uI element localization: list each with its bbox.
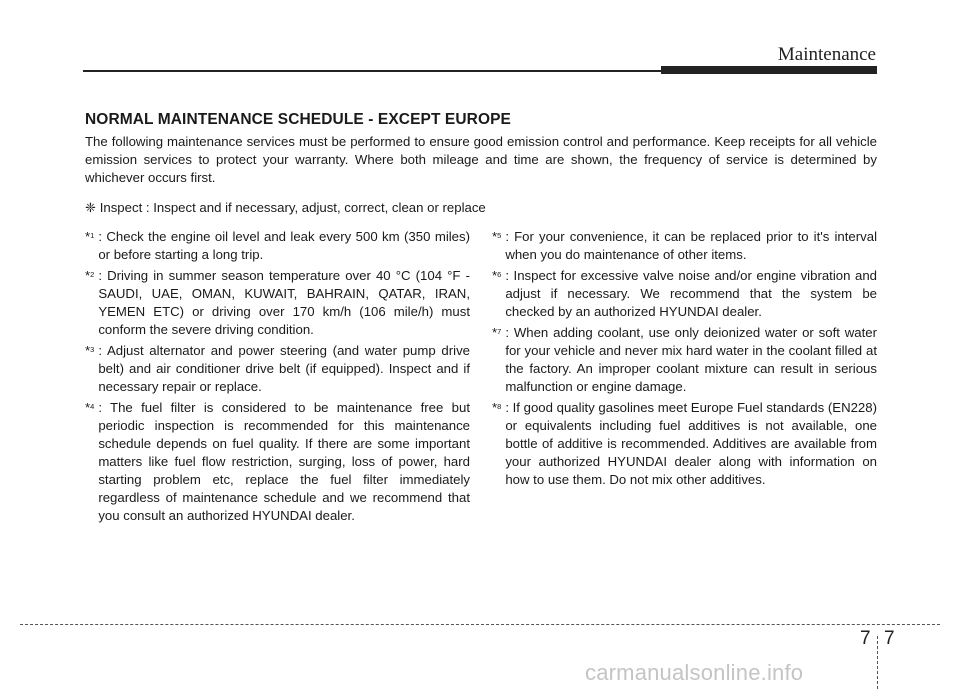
footnote-text: : Adjust alternator and power steering (and water pump drive belt) and air conditioner drive belt (if equipped). Inspect and if necessary repair or replace.	[98, 343, 470, 394]
footnote-text: : When adding coolant, use only deionized water or soft water for your vehicle and never mix hard water in the coolant filled at the factory. An improper coolant mixture can result in serious malfunction or engine damage.	[505, 325, 877, 394]
footnote-5	[492, 228, 877, 264]
header-rule-accent	[661, 66, 877, 74]
footnote-text: : Inspect for excessive valve noise and/or engine vibration and adjust if necessary. We recommend that the system be checked by an authorized HYUNDAI dealer.	[505, 268, 877, 319]
footnote-1	[85, 228, 470, 264]
footnote-6	[492, 267, 877, 321]
intro-paragraph: The following maintenance services must be performed to ensure good emission control and performance. Keep receipts for all vehicle emission services to protect your warranty. Where both mileage and time are shown, the frequency of service is determined by whichever occurs first.	[85, 134, 877, 185]
footnote-marker: *$^6$	[492, 268, 502, 283]
footer-page-divider	[877, 636, 878, 689]
footnote-text: : Driving in summer season temperature over 40 °C (104 °F - SAUDI, UAE, OMAN, KUWAIT, BAHRAIN, QATAR, IRAN, YEMEN ETC) or driving over 170 km/h (106 mile/h) must conform the severe driving condition.	[98, 268, 470, 337]
footnote-7	[492, 324, 877, 396]
footnote-marker: *$^5$	[492, 229, 502, 244]
header-rule	[83, 70, 661, 72]
footnotes-left-column	[85, 228, 470, 528]
footnote-2	[85, 267, 470, 339]
footnote-marker: *$^4$	[85, 400, 95, 415]
inspect-note: ❈ Inspect : Inspect and if necessary, adjust, correct, clean or replace	[85, 200, 486, 215]
footnote-marker: *$^8$	[492, 400, 502, 415]
footnote-3	[85, 342, 470, 396]
footnotes-right-column	[492, 228, 877, 492]
page-heading: NORMAL MAINTENANCE SCHEDULE - EXCEPT EUROPE	[85, 111, 511, 128]
footnote-marker: *$^2$	[85, 268, 95, 283]
footnote-marker: *$^3$	[85, 343, 95, 358]
footnote-4	[85, 399, 470, 525]
footnote-8	[492, 399, 877, 489]
page-number: 7	[884, 628, 895, 649]
footnote-marker: *$^1$	[85, 229, 95, 244]
footnote-text: : Check the engine oil level and leak every 500 km (350 miles) or before starting a long trip.	[98, 229, 470, 262]
footnote-text: : For your convenience, it can be replaced prior to it's interval when you do maintenance of other items.	[505, 229, 877, 262]
chapter-number: 7	[860, 628, 871, 649]
footnote-text: : The fuel filter is considered to be maintenance free but periodic inspection is recommended for this maintenance schedule depends on fuel quality. If there are some important matters like fuel flow restriction, surging, loss of power, hard starting problem etc, replace the fuel filter immediately regardless of maintenance schedule and we recommend that you consult an authorized HYUNDAI dealer.	[98, 400, 470, 523]
footnote-marker: *$^7$	[492, 325, 502, 340]
section-title: Maintenance	[777, 44, 876, 65]
watermark: carmanualsonline.info	[585, 660, 804, 685]
footnote-text: : If good quality gasolines meet Europe Fuel standards (EN228) or equivalents including fuel additives is not available, one bottle of additive is recommended. Additives are available from your authorized HYUNDAI dealer along with information on how to use them. Do not mix other additives.	[505, 400, 877, 487]
footer-dashed-rule	[20, 624, 940, 625]
